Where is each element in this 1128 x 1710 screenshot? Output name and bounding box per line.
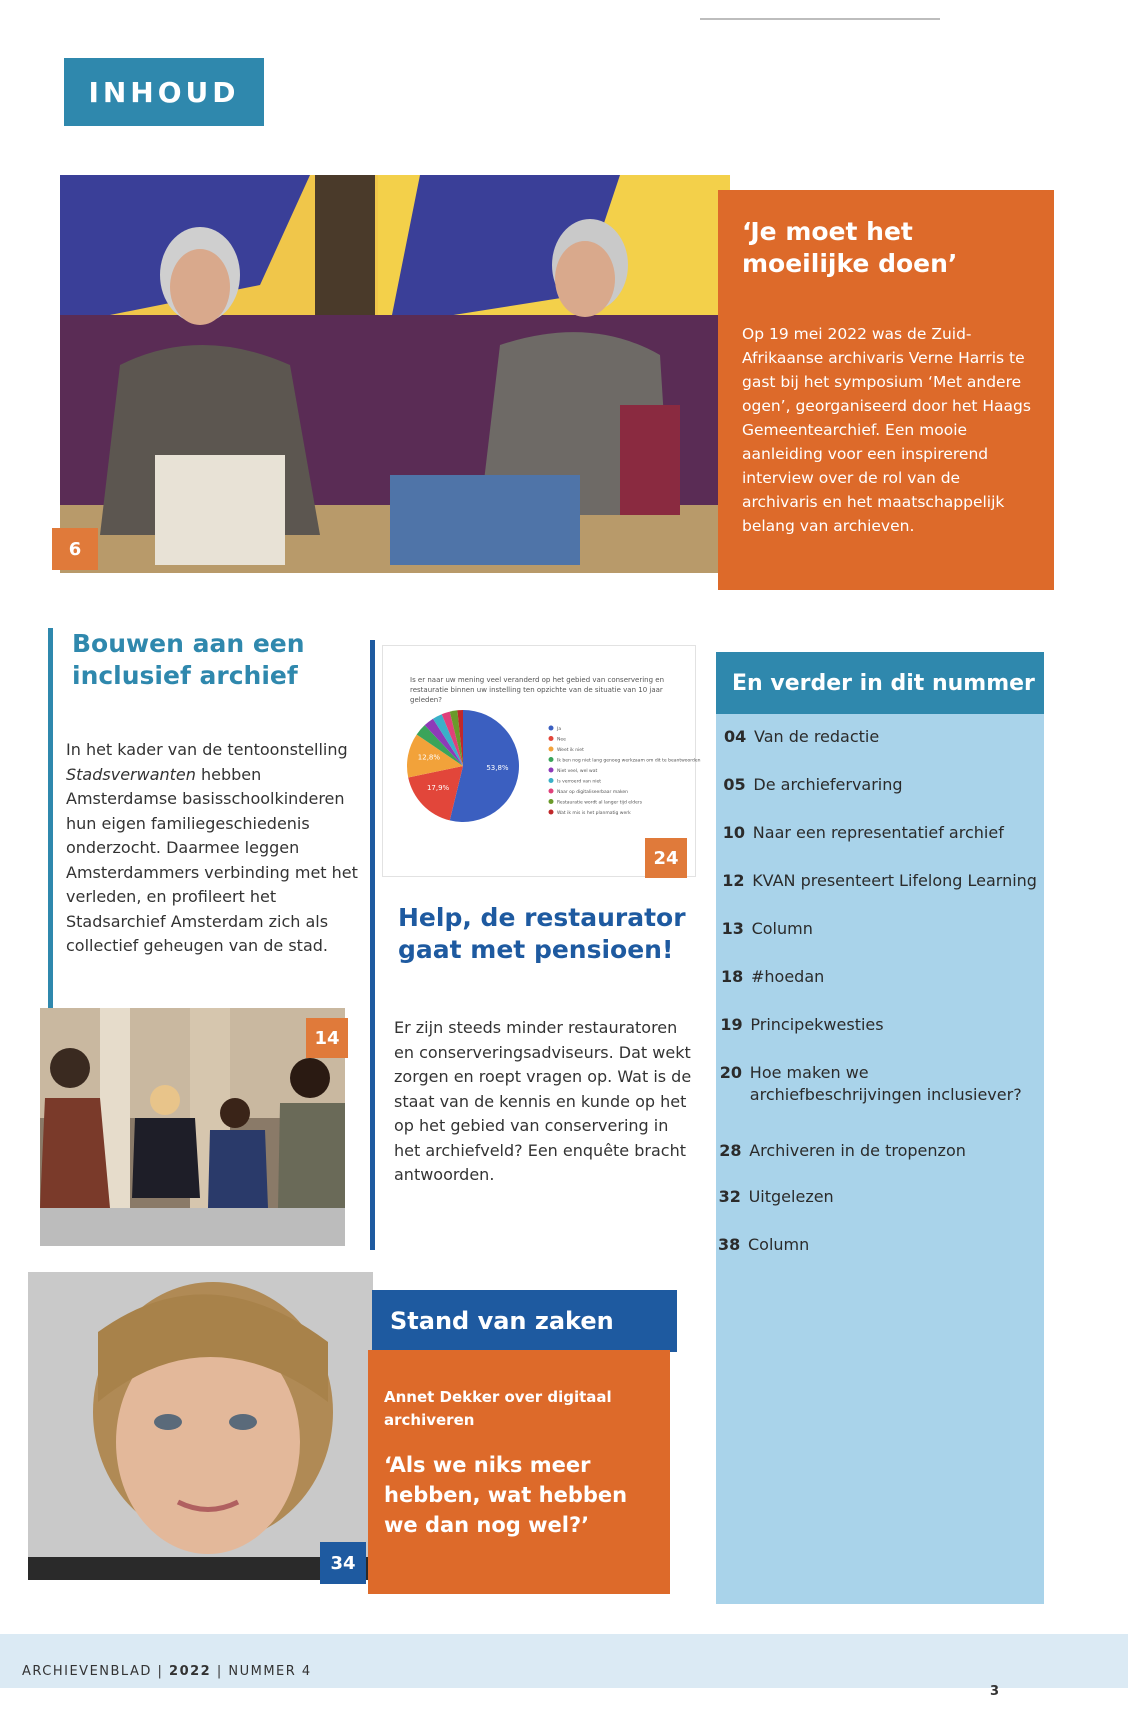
feature-photo <box>60 175 730 573</box>
article-title[interactable]: Help, de restaurator gaat met pensioen! <box>398 903 686 964</box>
toc-item[interactable] <box>719 1140 1039 1162</box>
page-badge: 34 <box>320 1542 366 1584</box>
toc-item-label: KVAN presenteert Lifelong Learning <box>752 871 1037 890</box>
article-body: Er zijn steeds minder restauratoren en conserveringsadviseurs. Dat wekt zorgen en roept vragen op. Wat is de staat van de kennis en kunde op het op het gebied van conservering in het archiefveld? Een enquête bracht antwoorden. <box>394 1018 692 1184</box>
legend-label: Niet veel, wel wat <box>557 769 598 774</box>
toc-item-number: 28 <box>719 1141 742 1160</box>
toc-item-number: 18 <box>721 967 744 986</box>
legend-marker <box>549 789 554 794</box>
legend-marker <box>549 747 554 752</box>
toc-item-label: Van de redactie <box>754 727 880 746</box>
pie-chart <box>405 708 701 838</box>
toc-item-label: #hoedan <box>751 967 825 986</box>
legend-marker <box>549 726 554 731</box>
toc-item-number: 32 <box>718 1187 741 1206</box>
toc-item-number: 04 <box>724 727 747 746</box>
section-label: INHOUD <box>64 58 264 126</box>
toc-item-number: 12 <box>722 871 745 890</box>
toc-item-label: Hoe maken we archiefbeschrijvingen inclusiever? <box>749 1063 1022 1104</box>
page-badge: 24 <box>645 838 687 878</box>
feature-body: Op 19 mei 2022 was de Zuid-Afrikaanse archivaris Verne Harris te gast bij het symposium ‘Met andere ogen’, georganiseerd door het Haags Gemeentearchief. Een mooie aanleiding voor een inspirerend interview over de rol van de archivaris en het maatschappelijk belang van archieven. <box>742 325 1031 535</box>
legend-marker <box>549 736 554 741</box>
toc-item[interactable] <box>723 774 1043 796</box>
portrait-photo <box>28 1272 373 1580</box>
stand-heading[interactable]: Stand van zaken <box>372 1290 677 1352</box>
toc-item[interactable] <box>718 1234 1038 1256</box>
toc-heading: En verder in dit nummer <box>716 652 1044 714</box>
toc-item-label: Naar een representatief archief <box>752 823 1004 842</box>
toc-item-number: 20 <box>719 1063 743 1082</box>
toc-item-label: Archiveren in de tropenzon <box>749 1141 966 1160</box>
stand-intro: Annet Dekker over digitaal archiveren <box>384 1388 612 1429</box>
legend-label: Weet ik niet <box>557 748 584 753</box>
legend-label: Ja <box>557 727 562 732</box>
legend-label: Nee <box>557 737 566 743</box>
legend-label: Is verroerd van niet <box>557 779 601 785</box>
legend-label: Restauratie wordt al langer tijd elders <box>557 800 643 806</box>
toc-item[interactable] <box>720 1062 1040 1106</box>
toc-item-label: Principekwesties <box>750 1015 884 1034</box>
footer-text: ARCHIEVENBLAD | 2022 | NUMMER 4 <box>22 1664 312 1679</box>
article-body: In het kader van de tentoonstelling Stadsverwanten hebben Amsterdamse basisschoolkinderen hun eigen familiegeschiedenis onderzocht. Daarmee leggen Amsterdammers verbinding met het verleden, en profileert het Stadsarchief Amsterdam zich als collectief geheugen van de stad. <box>66 740 358 955</box>
legend-marker <box>549 778 554 783</box>
page-badge: 6 <box>52 528 98 570</box>
legend-label: Naar op digitaliseerbaar maken <box>557 790 629 795</box>
article-photo <box>40 1008 345 1246</box>
pie-data-label: 17,9% <box>426 784 450 793</box>
toc-item-number: 38 <box>718 1235 741 1254</box>
toc-item[interactable] <box>724 726 1044 748</box>
stand-quote: ‘Als we niks meer hebben, wat hebben we dan nog wel?’ <box>384 1453 628 1537</box>
page-number: 3 <box>990 1684 1000 1699</box>
toc-item-label: De archiefervaring <box>753 775 903 794</box>
top-rule <box>700 18 940 20</box>
footer-band <box>0 1634 1128 1688</box>
feature-box[interactable] <box>718 190 1054 590</box>
article-title[interactable]: Bouwen aan een inclusief archief <box>72 629 305 690</box>
toc-item[interactable] <box>722 918 1042 940</box>
toc-item[interactable] <box>719 1186 1039 1208</box>
toc-item[interactable] <box>721 966 1041 988</box>
pie-data-label: 12,8% <box>417 753 441 762</box>
toc-item[interactable] <box>723 822 1043 844</box>
legend-label: Wat ik mis is het planmatig werk <box>557 811 631 816</box>
toc-item-number: 05 <box>723 775 746 794</box>
accent-bar <box>370 640 375 1250</box>
legend-marker <box>549 799 554 804</box>
stand-box <box>368 1350 670 1594</box>
toc-item-label: Column <box>751 919 813 938</box>
toc-item-number: 19 <box>720 1015 743 1034</box>
toc-item-label: Uitgelezen <box>748 1187 834 1206</box>
toc-item[interactable] <box>720 1014 1040 1036</box>
legend-marker <box>549 757 554 762</box>
chart-title: Is er naar uw mening veel veranderd op het gebied van conservering en restauratie binnen uw instelling ten opzichte van de situatie van 10 jaar geleden? <box>410 676 665 704</box>
toc-item[interactable] <box>722 870 1042 892</box>
pie-data-label: 53,8% <box>486 764 509 773</box>
legend-marker <box>549 810 554 815</box>
feature-title: ‘Je moet het moeilijke doen’ <box>742 217 958 278</box>
page-badge: 14 <box>306 1018 348 1058</box>
legend-marker <box>549 768 554 773</box>
legend-label: Ik ben nog niet lang genoeg werkzaam om dit te beantwoorden <box>557 758 701 764</box>
toc-item-label: Column <box>748 1235 810 1254</box>
toc-item-number: 13 <box>721 919 744 938</box>
toc-item-number: 10 <box>722 823 746 842</box>
